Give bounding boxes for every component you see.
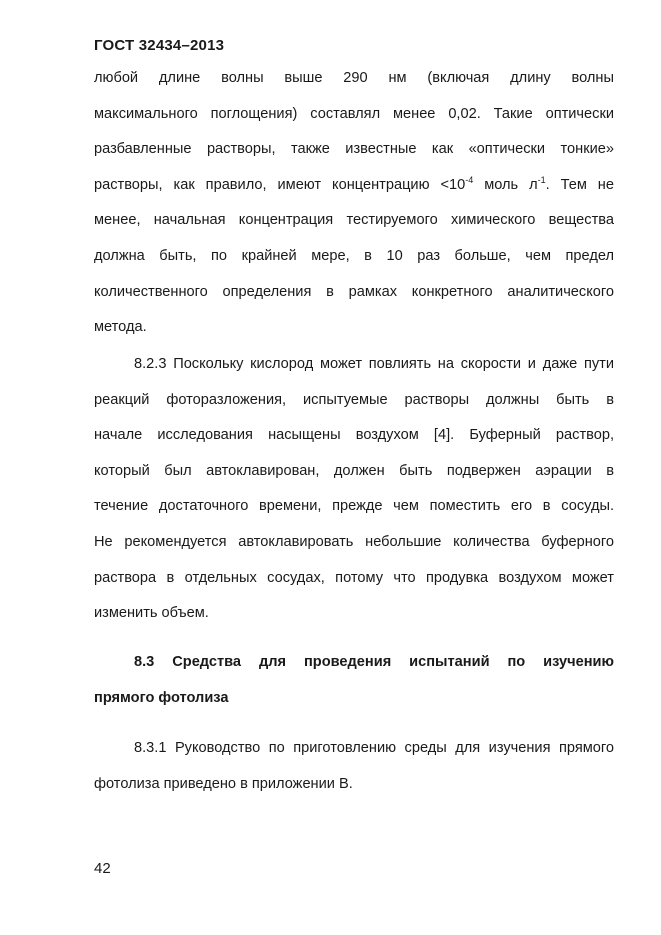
paragraph-line: начале исследования насыщены воздухом [4]. Буферный раствор, (94, 427, 614, 444)
concentration-exponent: -4 (465, 174, 474, 185)
concentration-unit: моль л (473, 176, 538, 193)
paragraph-line: разбавленные растворы, также известные как «оптически тонкие» (94, 141, 614, 158)
section-heading (94, 645, 614, 716)
paragraph-line: Не рекомендуется автоклавировать небольшие количества буферного (94, 533, 614, 550)
paragraph-line: течение достаточного времени, прежде чем поместить его в сосуды. (94, 498, 614, 515)
paragraph-line: изменить объем. (94, 605, 209, 622)
paragraph-line: любой длине волны выше 290 нм (включая длину волны (94, 70, 614, 86)
heading-line: 8.3 Средства для проведения испытаний по изучению (134, 654, 614, 670)
paragraph-1 (94, 61, 614, 346)
paragraph-line: 8.3.1 Руководство по приготовлению среды для изучения прямого (134, 740, 614, 756)
paragraph-line: должна быть, по крайней мере, в 10 раз больше, чем предел (94, 247, 614, 264)
paragraph-line: реакций фоторазложения, испытуемые растворы должны быть в (94, 391, 614, 408)
paragraph-2 (94, 347, 614, 632)
paragraph-line-concentration (94, 168, 614, 204)
paragraph-line: количественного определения в рамках конкретного аналитического (94, 283, 614, 300)
concentration-text: растворы, как правило, имеют концентрацию <10 (94, 176, 466, 193)
heading-line: прямого фотолиза (94, 689, 229, 706)
paragraph-line: максимального поглощения) составлял менее 0,02. Такие оптически (94, 105, 614, 122)
concentration-tail: . Тем не (545, 176, 614, 193)
page-number: 42 (94, 860, 111, 877)
document-header: ГОСТ 32434–2013 (94, 37, 225, 54)
unit-exponent: -1 (537, 174, 546, 185)
paragraph-line: 8.2.3 Поскольку кислород может повлиять на скорости и даже пути (134, 356, 614, 372)
paragraph-line: менее, начальная концентрация тестируемого химического вещества (94, 212, 614, 229)
paragraph-line: который был автоклавирован, должен быть подвержен аэрации в (94, 462, 614, 479)
paragraph-line: раствора в отдельных сосудах, потому что продувка воздухом может (94, 569, 614, 586)
paragraph-line: метода. (94, 319, 147, 336)
paragraph-4 (94, 731, 614, 802)
paragraph-line: фотолиза приведено в приложении В. (94, 775, 353, 792)
